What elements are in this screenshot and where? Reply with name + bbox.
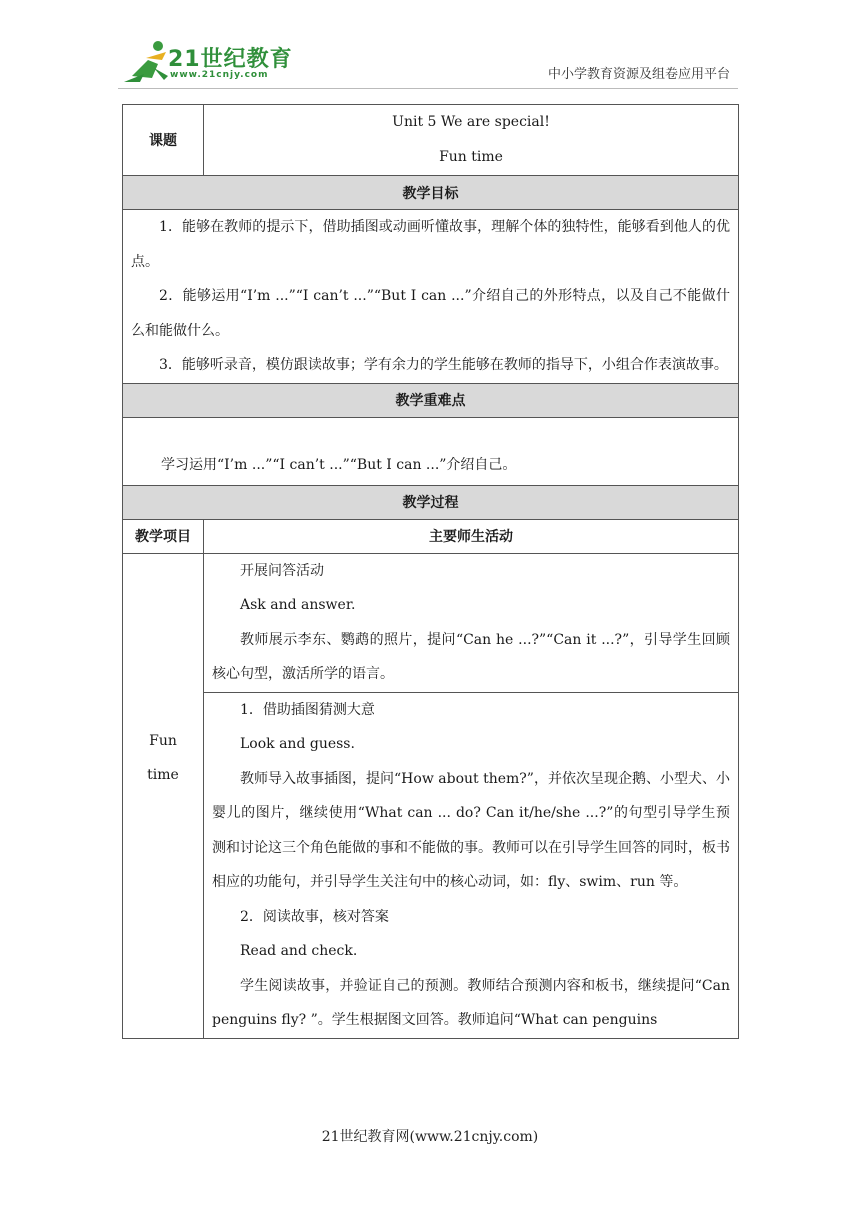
activity-paragraph: Look and guess. xyxy=(240,736,355,752)
activity-paragraph: 教师展示李东、鹦鹉的照片，提问“Can he ...?”“Can it ...?”，引导学生回顾核心句型，激活所学的语言。 xyxy=(212,631,730,682)
header-divider xyxy=(118,88,738,89)
activity-paragraph: 2．阅读故事，核对答案 xyxy=(240,908,389,925)
topic-row xyxy=(123,105,739,176)
key-points-text: 学习运用“I’m ...”“I can’t ...”“But I can ...”介绍自己。 xyxy=(161,457,517,473)
process-row-2 xyxy=(123,692,739,1038)
activity-block-2 xyxy=(204,692,739,1038)
objectives-body xyxy=(123,210,739,384)
objectives-heading: 教学目标 xyxy=(123,176,739,210)
objective-item: 2．能够运用“I’m ...”“I can’t ...”“But I can ...”介绍自己的外形特点，以及自己不能做什么和能做什么。 xyxy=(131,288,730,339)
activity-paragraph: Read and check. xyxy=(240,943,358,959)
activity-paragraph: Ask and answer. xyxy=(240,597,356,613)
unit-title: Unit 5 We are special! xyxy=(392,114,550,130)
section-title: Fun time xyxy=(439,149,503,165)
column-header-item: 教学项目 xyxy=(123,519,204,553)
process-heading-row xyxy=(123,485,739,519)
topic-value xyxy=(204,105,739,176)
key-points-heading-row xyxy=(123,383,739,417)
topic-label: 课题 xyxy=(123,105,204,176)
column-header-activity: 主要师生活动 xyxy=(204,519,739,553)
activity-block-1 xyxy=(204,553,739,692)
activity-paragraph: 1．借助插图猜测大意 xyxy=(240,701,375,718)
page-footer: 21世纪教育网(www.21cnjy.com) xyxy=(321,1129,539,1145)
process-row-1 xyxy=(123,553,739,692)
process-item-name xyxy=(123,553,204,1038)
activity-paragraph: 学生阅读故事，并验证自己的预测。教师结合预测内容和板书，继续提问“Can penguins fly? ”。学生根据图文回答。教师追问“What can penguins xyxy=(212,977,730,1028)
key-points-row xyxy=(123,417,739,485)
process-columns-row xyxy=(123,519,739,553)
logo-wordmark: 21世纪教育 xyxy=(168,47,293,72)
page-header xyxy=(0,0,860,100)
activity-paragraph: 教师导入故事插图，提问“How about them?”，并依次呈现企鹅、小型犬、小婴儿的图片，继续使用“What can ... do? Can it/he/she ...?”的句型引导学生预测和讨论这三个角色能做的事和不能做的事。教师可以在引导学生回答的同时，板书相应的功能句，并引导学生关注句中的核心动词，如：fly、swim、run 等。 xyxy=(212,770,730,890)
objective-item: 1．能够在教师的提示下，借助插图或动画听懂故事，理解个体的独特性，能够看到他人的优点。 xyxy=(131,219,730,270)
activity-paragraph: 开展问答活动 xyxy=(240,562,324,579)
key-points-heading: 教学重难点 xyxy=(123,383,739,417)
process-item-name-line1: Fun xyxy=(149,732,177,749)
logo-url: www.21cnjy.com xyxy=(170,70,269,80)
process-heading: 教学过程 xyxy=(123,485,739,519)
objectives-row xyxy=(123,210,739,384)
key-points-body xyxy=(123,417,739,485)
objectives-heading-row xyxy=(123,176,739,210)
process-item-name-line2: time xyxy=(147,766,179,783)
platform-tagline: 中小学教育资源及组卷应用平台 xyxy=(547,67,730,82)
lesson-plan-table xyxy=(122,104,739,1039)
objective-item: 3．能够听录音，模仿跟读故事；学有余力的学生能够在教师的指导下，小组合作表演故事。 xyxy=(159,357,728,373)
